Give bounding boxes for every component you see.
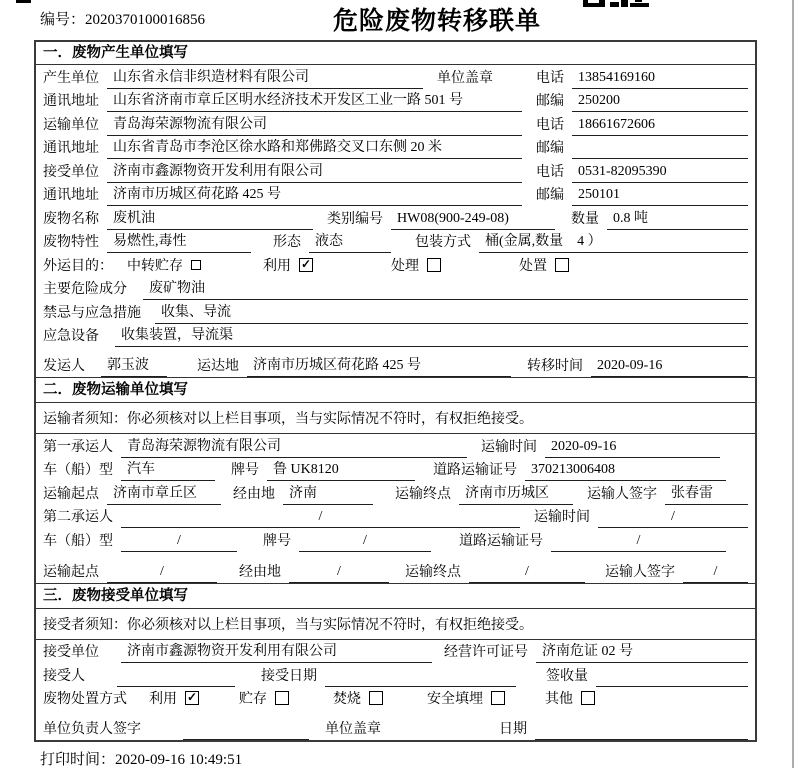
transport-time2-value: / — [598, 509, 748, 528]
purpose-option-recycle — [263, 255, 313, 277]
disposal-label: 废物处置方式 — [43, 692, 127, 707]
disposal-option-storage — [239, 688, 289, 710]
scan-page-edge — [792, 0, 794, 768]
notice-label: 运输者须知： — [43, 412, 127, 427]
unit-seal-label: 单位盖章 — [325, 722, 381, 737]
transporter-label: 运输单位 — [43, 117, 99, 133]
plate1-value: 鲁 UK8120 — [267, 458, 415, 481]
shipper-label: 发运人 — [43, 359, 85, 374]
sign-date-label: 日期 — [499, 722, 527, 737]
accept-unit-value: 济南市鑫源物资开发利用有限公司 — [121, 640, 432, 663]
transport-time-label: 运输时间 — [481, 439, 537, 455]
carrier1-label: 第一承运人 — [43, 439, 113, 455]
purpose-option-transfer-storage — [127, 255, 201, 277]
print-time — [40, 748, 242, 769]
zip-label: 邮编 — [536, 94, 564, 109]
disposal-option-recycle — [149, 688, 199, 710]
shipper-value: 郭玉波 — [101, 354, 167, 377]
producer-phone-value: 13854169160 — [572, 70, 748, 89]
carrier-sign2-value: / — [683, 564, 748, 583]
destination-label: 运达地 — [197, 359, 239, 374]
end2-value: / — [469, 564, 585, 583]
hazard-label: 主要危险成分 — [43, 282, 127, 297]
acceptor-label: 接受人 — [43, 668, 85, 684]
carrier1-value: 青岛海荣源物流有限公司 — [121, 435, 467, 458]
disposal-option-incinerate — [333, 688, 383, 710]
notice-label: 接受者须知： — [43, 617, 127, 633]
origin1-value: 济南市章丘区 — [107, 482, 221, 505]
checkbox-icon — [581, 691, 595, 705]
carrier-sign-label: 运输人签字 — [605, 564, 675, 580]
received-qty-value — [596, 684, 748, 687]
producer-address-value: 山东省济南市章丘区明水经济技术开发区工业一路 501 号 — [107, 89, 522, 112]
row-waste-name — [36, 206, 755, 230]
print-time-value: 2020-09-16 10:49:51 — [115, 752, 243, 768]
road-permit-label: 道路运输证号 — [459, 533, 543, 549]
checkbox-checked-icon: ✓ — [186, 690, 198, 704]
qr-code-icon — [583, 0, 649, 7]
row-shipper — [36, 347, 755, 377]
purpose-option-treat — [391, 255, 441, 277]
carrier2-value: / — [121, 509, 520, 528]
serial-number — [40, 8, 205, 29]
hazard-value: 废矿物油 — [143, 277, 748, 300]
checkbox-icon — [427, 258, 441, 272]
origin-label: 运输起点 — [43, 486, 99, 502]
manager-sign-label: 单位负责人签字 — [43, 722, 141, 737]
road-permit-label: 道路运输证号 — [433, 463, 517, 478]
disposal-option-label: 安全填埋 — [427, 692, 483, 707]
phone-label: 电话 — [536, 164, 564, 180]
taboo-value: 收集、导流 — [155, 301, 748, 324]
category-label: 类别编号 — [327, 211, 383, 227]
via2-value: / — [289, 564, 389, 583]
trait-value: 易燃性,毒性 — [107, 230, 251, 253]
scan-artifact — [16, 0, 31, 3]
zip-label: 邮编 — [536, 188, 564, 203]
equipment-value: 收集装置，导流渠 — [115, 324, 748, 347]
section3-heading: 三．废物接受单位填写 — [36, 583, 755, 609]
vehicle1-value: 汽车 — [121, 458, 215, 481]
carrier-sign-label: 运输人签字 — [587, 486, 657, 502]
address-label: 通讯地址 — [43, 188, 99, 203]
row-transporter — [36, 112, 755, 136]
plate-label: 牌号 — [231, 463, 259, 478]
row-disposal — [36, 687, 755, 711]
destination-value: 济南市历城区荷花路 425 号 — [247, 354, 511, 377]
row-route2 — [36, 552, 755, 583]
acceptor-value — [117, 684, 235, 687]
row-acceptor — [36, 663, 755, 687]
accept-date-label: 接受日期 — [261, 668, 317, 684]
form-value: 液态 — [309, 230, 391, 253]
serial-label: 编号： — [40, 12, 86, 28]
waste-name-value: 废机油 — [107, 207, 313, 230]
vehicle2-value: / — [121, 533, 237, 552]
disposal-option-label: 焚烧 — [333, 692, 361, 707]
quantity-value: 0.8 吨 — [607, 207, 748, 230]
checkbox-icon — [491, 691, 505, 705]
manager-sign-value — [183, 737, 309, 740]
packing-label: 包装方式 — [415, 235, 471, 250]
row-waste-trait — [36, 230, 755, 254]
checkbox-icon — [191, 260, 201, 270]
vehicle-label: 车（船）型 — [43, 463, 113, 478]
unit-seal-label: 单位盖章 — [437, 70, 493, 86]
print-time-label: 打印时间： — [40, 752, 116, 768]
road-permit1-value: 370213006408 — [525, 462, 726, 481]
plate2-value: / — [299, 533, 431, 552]
vehicle-label: 车（船）型 — [43, 533, 113, 549]
row-equipment — [36, 324, 755, 348]
via1-value: 济南 — [283, 482, 373, 505]
accept-unit-label: 接受单位 — [43, 645, 99, 660]
row-vehicle2 — [36, 528, 755, 552]
waste-name-label: 废物名称 — [43, 211, 99, 227]
row-producer — [36, 65, 755, 89]
section1-heading: 一．废物产生单位填写 — [36, 42, 755, 65]
received-qty-label: 签收量 — [546, 668, 588, 684]
carrier2-label: 第二承运人 — [43, 510, 113, 525]
row-carrier1 — [36, 434, 755, 458]
page-title: 危险废物转移联单 — [333, 8, 542, 35]
receiver-label: 接受单位 — [43, 164, 99, 180]
end-label: 运输终点 — [395, 486, 451, 502]
end-label: 运输终点 — [405, 564, 461, 580]
section2-heading: 二．废物运输单位填写 — [36, 377, 755, 403]
end1-value: 济南市历城区 — [459, 482, 573, 505]
via-label: 经由地 — [239, 564, 281, 580]
category-value: HW08(900-249-08) — [391, 211, 555, 230]
transfer-time-value: 2020-09-16 — [591, 358, 748, 377]
row-receiver — [36, 159, 755, 183]
carrier-sign1-value: 张春雷 — [665, 482, 748, 505]
producer-label: 产生单位 — [43, 70, 99, 86]
plate-label: 牌号 — [263, 533, 291, 549]
disposal-option-label: 贮存 — [239, 692, 267, 707]
trait-label: 废物特性 — [43, 235, 99, 250]
row-receiver-address — [36, 183, 755, 207]
checkbox-checked-icon: ✓ — [300, 256, 312, 271]
manifest-form — [34, 40, 757, 742]
checkbox-icon — [555, 258, 569, 272]
transporter-zip-value — [572, 156, 748, 159]
address-label: 通讯地址 — [43, 141, 99, 156]
sign-date-value — [535, 737, 748, 740]
transporter-value: 青岛海荣源物流有限公司 — [107, 113, 522, 136]
purpose-option-label: 利用 — [263, 258, 291, 274]
row-producer-address — [36, 89, 755, 113]
accept-date-value — [325, 684, 516, 687]
receiver-notice — [36, 609, 755, 640]
serial-value: 2020370100016856 — [85, 12, 206, 28]
row-vehicle1 — [36, 458, 755, 482]
row-hazard — [36, 277, 755, 301]
transfer-time-label: 转移时间 — [527, 359, 583, 374]
origin-label: 运输起点 — [43, 564, 99, 580]
transport-time1-value: 2020-09-16 — [545, 439, 720, 458]
row-taboo — [36, 300, 755, 324]
address-label: 通讯地址 — [43, 94, 99, 109]
transport-time-label: 运输时间 — [534, 510, 590, 525]
phone-label: 电话 — [536, 70, 564, 86]
disposal-option-label: 利用 — [149, 692, 177, 707]
zip-label: 邮编 — [536, 141, 564, 156]
receiver-phone-value: 0531-82095390 — [572, 164, 748, 183]
producer-zip-value: 250200 — [572, 93, 748, 112]
taboo-label: 禁忌与应急措施 — [43, 305, 141, 321]
purpose-option-dispose — [519, 255, 569, 277]
disposal-option-label: 其他 — [545, 692, 573, 707]
packing-value: 桶(金属,数量 4 ） — [479, 230, 748, 253]
row-manager-sign — [36, 710, 755, 740]
receiver-value: 济南市鑫源物资开发利用有限公司 — [107, 160, 522, 183]
checkbox-icon — [275, 691, 289, 705]
via-label: 经由地 — [233, 486, 275, 502]
row-transporter-address — [36, 136, 755, 160]
transporter-phone-value: 18661672606 — [572, 117, 748, 136]
purpose-label: 外运目的： — [43, 258, 113, 274]
row-route1 — [36, 481, 755, 505]
equipment-label: 应急设备 — [43, 329, 99, 344]
disposal-option-landfill — [427, 688, 505, 710]
row-accept-unit — [36, 640, 755, 664]
row-carrier2 — [36, 505, 755, 529]
transporter-notice — [36, 403, 755, 434]
form-label: 形态 — [273, 235, 301, 250]
receiver-address-value: 济南市历城区荷花路 425 号 — [107, 183, 522, 206]
phone-label: 电话 — [536, 117, 564, 133]
road-permit2-value: / — [551, 533, 726, 552]
row-purpose — [36, 253, 755, 277]
transporter-address-value: 山东省青岛市李沧区徐水路和郑佛路交叉口东侧 20 米 — [107, 136, 522, 159]
purpose-option-label: 中转贮存 — [127, 258, 183, 274]
license-label: 经营许可证号 — [444, 645, 528, 660]
disposal-option-other — [545, 688, 595, 710]
notice-text: 你必须核对以上栏目事项，当与实际情况不符时，有权拒绝接受。 — [127, 617, 533, 633]
purpose-option-label: 处置 — [519, 258, 547, 274]
checkbox-icon — [369, 691, 383, 705]
producer-value: 山东省永信非织造材料有限公司 — [107, 66, 423, 89]
origin2-value: / — [107, 564, 217, 583]
quantity-label: 数量 — [571, 211, 599, 227]
purpose-option-label: 处理 — [391, 258, 419, 274]
notice-text: 你必须核对以上栏目事项，当与实际情况不符时，有权拒绝接受。 — [127, 412, 533, 427]
license-value: 济南危证 02 号 — [536, 640, 748, 663]
receiver-zip-value: 250101 — [572, 187, 748, 206]
